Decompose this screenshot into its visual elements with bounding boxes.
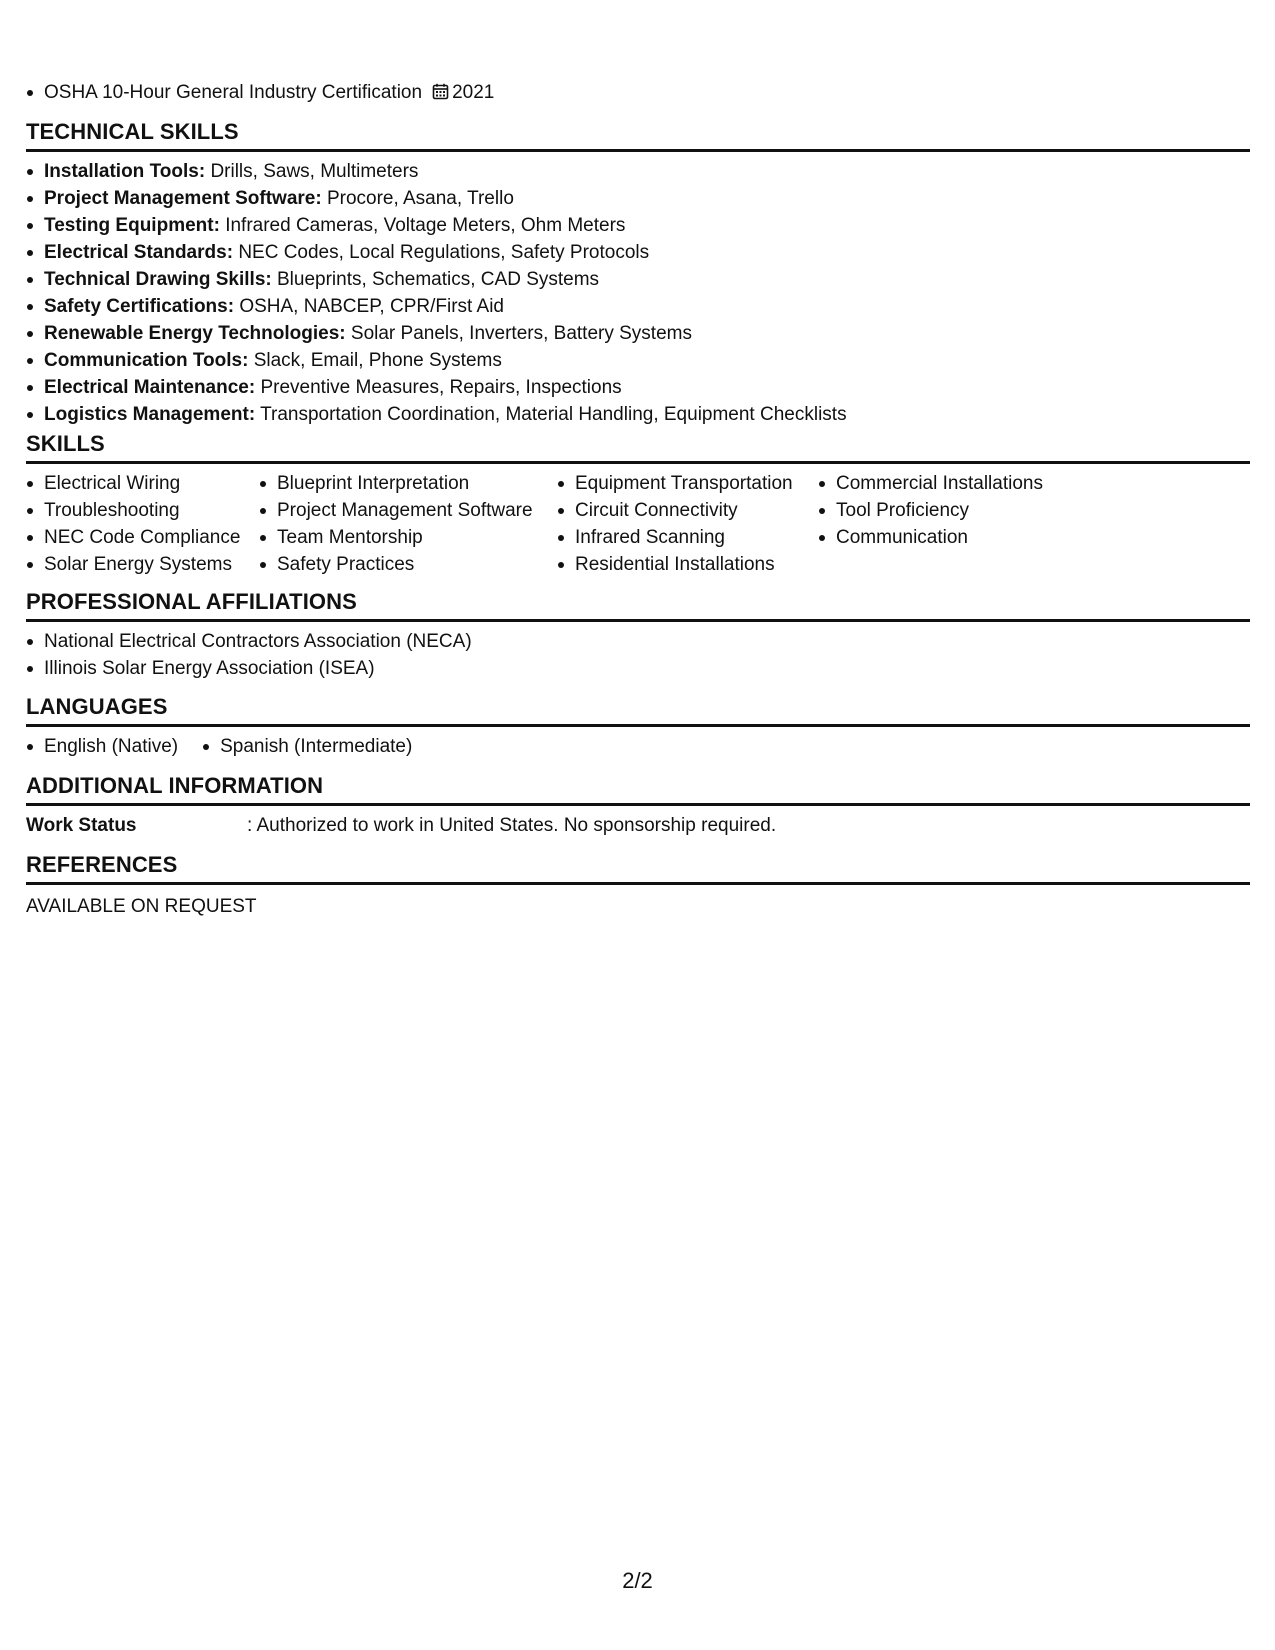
references-heading: REFERENCES: [26, 851, 1250, 885]
affiliations-heading: PROFESSIONAL AFFILIATIONS: [26, 588, 1250, 622]
technical-skill-value: NEC Codes, Local Regulations, Safety Protocols: [238, 242, 650, 263]
skill-item: Safety Practices: [259, 551, 557, 578]
skill-item: Commercial Installations: [818, 470, 1078, 497]
skills-heading: SKILLS: [26, 430, 1250, 464]
technical-skill-item: [26, 239, 1250, 266]
additional-info-heading: ADDITIONAL INFORMATION: [26, 772, 1250, 806]
certification-list: [26, 79, 494, 108]
skill-item: Solar Energy Systems: [26, 551, 259, 578]
technical-skills-list: [26, 158, 1250, 428]
language-item: English (Native): [26, 733, 178, 760]
technical-skill-label: Installation Tools:: [44, 161, 206, 182]
certification-year: 2021: [452, 82, 495, 103]
calendar-icon: [432, 81, 449, 108]
work-status-value: : Authorized to work in United States. No sponsorship required.: [247, 815, 777, 836]
skills-column: [818, 470, 1078, 578]
skills-column: [259, 470, 557, 578]
work-status-label: Work Status: [26, 815, 137, 836]
skill-item: Residential Installations: [557, 551, 818, 578]
skill-item: NEC Code Compliance: [26, 524, 259, 551]
additional-info-section: [26, 772, 1250, 839]
technical-skill-label: Safety Certifications:: [44, 296, 235, 317]
technical-skill-label: Electrical Maintenance:: [44, 377, 256, 398]
languages-list: [26, 733, 1250, 760]
languages-section: [26, 693, 1250, 760]
page-number: 2/2: [622, 1568, 653, 1593]
technical-skill-value: Infrared Cameras, Voltage Meters, Ohm Meters: [225, 215, 626, 236]
technical-skill-item: [26, 293, 1250, 320]
skill-item: Project Management Software: [259, 497, 557, 524]
skills-section: [26, 430, 1250, 578]
technical-skill-value: Drills, Saws, Multimeters: [210, 161, 419, 182]
technical-skill-value: OSHA, NABCEP, CPR/First Aid: [239, 296, 504, 317]
technical-skill-item: [26, 374, 1250, 401]
references-section: [26, 851, 1250, 920]
affiliations-list: [26, 628, 1250, 682]
skill-item: Troubleshooting: [26, 497, 259, 524]
skills-grid: [26, 470, 1250, 578]
technical-skill-item: [26, 185, 1250, 212]
work-status-row: [26, 812, 1250, 839]
certification-item: [26, 79, 494, 108]
technical-skill-value: Procore, Asana, Trello: [326, 188, 514, 209]
technical-skill-item: [26, 401, 1250, 428]
skill-item: Communication: [818, 524, 1078, 551]
technical-skill-item: [26, 158, 1250, 185]
technical-skill-label: Project Management Software:: [44, 188, 322, 209]
skills-column: [557, 470, 818, 578]
skill-item: Blueprint Interpretation: [259, 470, 557, 497]
skill-item: Circuit Connectivity: [557, 497, 818, 524]
certification-name: OSHA 10-Hour General Industry Certification: [44, 82, 423, 103]
skill-item: Infrared Scanning: [557, 524, 818, 551]
technical-skills-heading: TECHNICAL SKILLS: [26, 118, 1250, 152]
technical-skill-value: Blueprints, Schematics, CAD Systems: [277, 269, 600, 290]
technical-skills-section: [26, 118, 1250, 428]
technical-skill-value: Preventive Measures, Repairs, Inspections: [260, 377, 622, 398]
technical-skill-item: [26, 320, 1250, 347]
technical-skill-value: Solar Panels, Inverters, Battery Systems: [350, 323, 692, 344]
language-item: Spanish (Intermediate): [202, 733, 412, 760]
skill-item: Equipment Transportation: [557, 470, 818, 497]
technical-skill-value: Transportation Coordination, Material Handling, Equipment Checklists: [260, 404, 847, 425]
technical-skill-label: Technical Drawing Skills:: [44, 269, 272, 290]
skills-column: [26, 470, 259, 578]
technical-skill-item: [26, 347, 1250, 374]
affiliations-section: [26, 588, 1250, 682]
affiliation-item: National Electrical Contractors Association (NECA): [26, 628, 1250, 655]
technical-skill-item: [26, 212, 1250, 239]
affiliation-item: Illinois Solar Energy Association (ISEA): [26, 655, 1250, 682]
technical-skill-label: Testing Equipment:: [44, 215, 220, 236]
technical-skill-label: Communication Tools:: [44, 350, 249, 371]
languages-heading: LANGUAGES: [26, 693, 1250, 727]
technical-skill-item: [26, 266, 1250, 293]
technical-skill-label: Logistics Management:: [44, 404, 256, 425]
skill-item: Tool Proficiency: [818, 497, 1078, 524]
technical-skill-value: Slack, Email, Phone Systems: [253, 350, 502, 371]
technical-skill-label: Electrical Standards:: [44, 242, 234, 263]
references-text: AVAILABLE ON REQUEST: [26, 896, 257, 917]
skill-item: Electrical Wiring: [26, 470, 259, 497]
technical-skill-label: Renewable Energy Technologies:: [44, 323, 346, 344]
skill-item: Team Mentorship: [259, 524, 557, 551]
